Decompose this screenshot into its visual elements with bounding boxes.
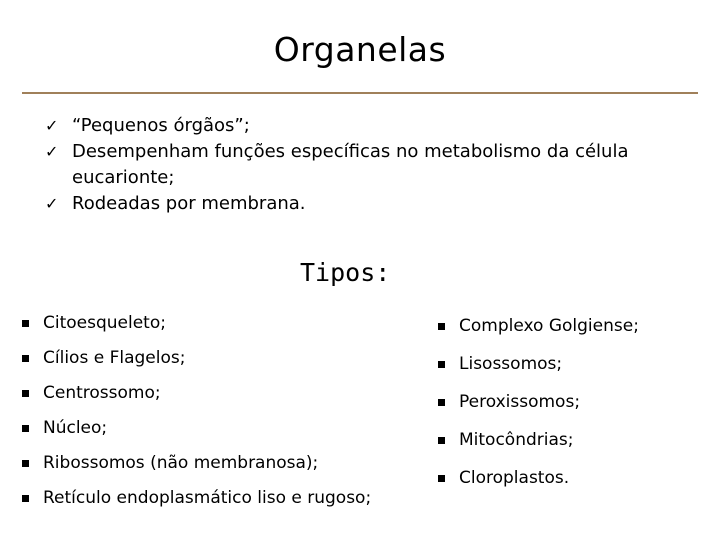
- check-item: [45, 191, 685, 217]
- checkmark-icon: ✓: [45, 142, 59, 161]
- title-divider: [22, 92, 698, 94]
- checkmark-icon: ✓: [45, 116, 59, 135]
- list-item-text: Cílios e Flagelos;: [43, 348, 186, 368]
- square-bullet-icon: [438, 323, 445, 330]
- check-item-text: Rodeadas por membrana.: [72, 193, 306, 214]
- list-item-text: Núcleo;: [43, 418, 108, 438]
- list-item: [22, 415, 371, 450]
- check-item-text-continued: eucarionte;: [72, 167, 175, 188]
- types-list-right: [438, 310, 639, 500]
- list-item: [22, 345, 371, 380]
- square-bullet-icon: [22, 425, 29, 432]
- intro-checklist: [45, 113, 685, 217]
- checkmark-icon: ✓: [45, 194, 59, 213]
- square-bullet-icon: [438, 361, 445, 368]
- list-item: [22, 450, 371, 485]
- square-bullet-icon: [22, 320, 29, 327]
- check-item-text: “Pequenos órgãos”;: [72, 115, 250, 136]
- list-item: [438, 310, 639, 348]
- square-bullet-icon: [438, 437, 445, 444]
- list-item: [438, 424, 639, 462]
- list-item: [22, 485, 371, 520]
- list-item: [438, 386, 639, 424]
- list-item-text: Ribossomos (não membranosa);: [43, 453, 319, 473]
- square-bullet-icon: [22, 460, 29, 467]
- slide-title: Organelas: [273, 30, 447, 69]
- list-item-text: Citoesqueleto;: [43, 313, 166, 333]
- list-item-text: Mitocôndrias;: [459, 430, 574, 450]
- types-heading: Tipos:: [300, 258, 391, 287]
- square-bullet-icon: [22, 495, 29, 502]
- square-bullet-icon: [438, 475, 445, 482]
- square-bullet-icon: [22, 390, 29, 397]
- check-item: [45, 113, 685, 139]
- list-item: [22, 380, 371, 415]
- list-item-text: Lisossomos;: [459, 354, 563, 374]
- list-item: [438, 462, 639, 500]
- square-bullet-icon: [438, 399, 445, 406]
- check-item-text: Desempenham funções específicas no metabolismo da célula: [72, 141, 629, 162]
- list-item: [438, 348, 639, 386]
- square-bullet-icon: [22, 355, 29, 362]
- list-item-text: Complexo Golgiense;: [459, 316, 639, 336]
- check-item: [45, 139, 685, 165]
- types-list-left: [22, 310, 371, 520]
- list-item-text: Centrossomo;: [43, 383, 161, 403]
- list-item-text: Peroxissomos;: [459, 392, 581, 412]
- list-item-text: Cloroplastos.: [459, 468, 570, 488]
- list-item: [22, 310, 371, 345]
- list-item-text: Retículo endoplasmático liso e rugoso;: [43, 488, 372, 508]
